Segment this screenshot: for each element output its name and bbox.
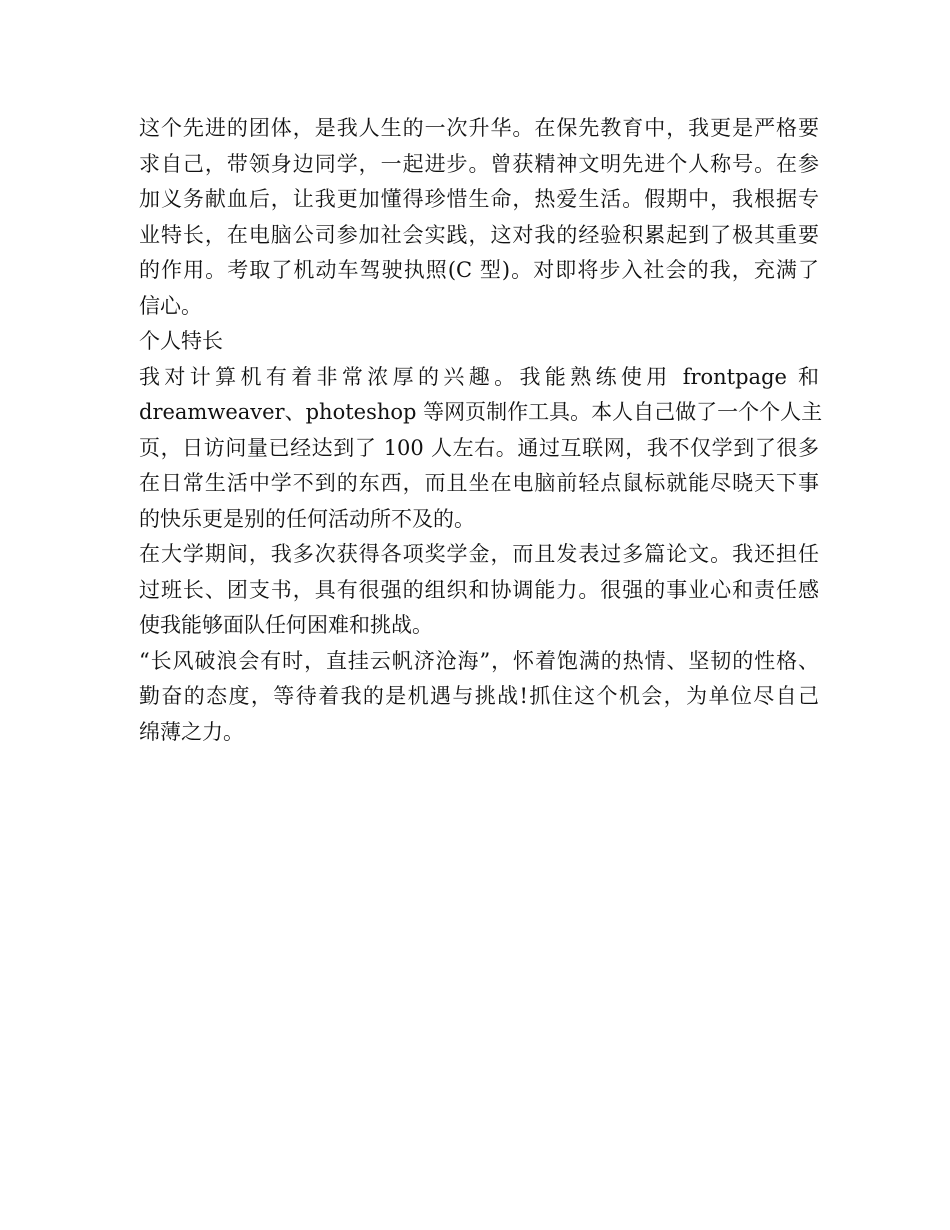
text-line-1: 这个先进的团体，是我人生的一次升华。在保先教育中，我更是严格要 (139, 116, 819, 140)
text-line-3: 加义务献血后，让我更加懂得珍惜生命，热爱生活。假期中，我根据专 (139, 187, 819, 211)
text-line-5: 的作用。考取了机动车驾驶执照(C 型)。对即将步入社会的我，充满了 (139, 258, 819, 282)
document-body (139, 111, 823, 750)
text-line-10: 页，日访问量已经达到了 100 人左右。通过互联网，我不仅学到了很多 (139, 435, 819, 460)
text-line-12: 的快乐更是别的任何活动所不及的。 (139, 506, 475, 531)
text-line-16: “长风破浪会有时，直挂云帆济沧海”，怀着饱满的热情、坚韧的性格、 (139, 648, 819, 673)
text-line-13: 在大学期间，我多次获得各项奖学金，而且发表过多篇论文。我还担任 (139, 542, 819, 566)
text-line-14: 过班长、团支书，具有很强的组织和协调能力。很强的事业心和责任感 (139, 577, 819, 602)
text-line-8: 我对计算机有着非常浓厚的兴趣。我能熟练使用 frontpage 和 (139, 364, 819, 389)
text-line-11: 在日常生活中学不到的东西，而且坐在电脑前轻点鼠标就能尽晓天下事 (139, 471, 819, 495)
text-line-4: 业特长，在电脑公司参加社会实践，这对我的经验积累起到了极其重要 (139, 222, 819, 247)
section-heading-personal-skills: 个人特长 (139, 329, 223, 353)
text-line-2: 求自己，带领身边同学，一起进步。曾获精神文明先进个人称号。在参 (139, 151, 819, 176)
text-line-18: 绵薄之力。 (139, 719, 244, 744)
text-line-15: 使我能够面队任何困难和挑战。 (139, 613, 433, 637)
text-line-6: 信心。 (139, 293, 202, 318)
text-line-9: dreamweaver、photeshop 等网页制作工具。本人自己做了一个个人主 (139, 400, 823, 424)
text-line-17: 勤奋的态度，等待着我的是机遇与挑战!抓住这个机会，为单位尽自己 (139, 684, 819, 708)
